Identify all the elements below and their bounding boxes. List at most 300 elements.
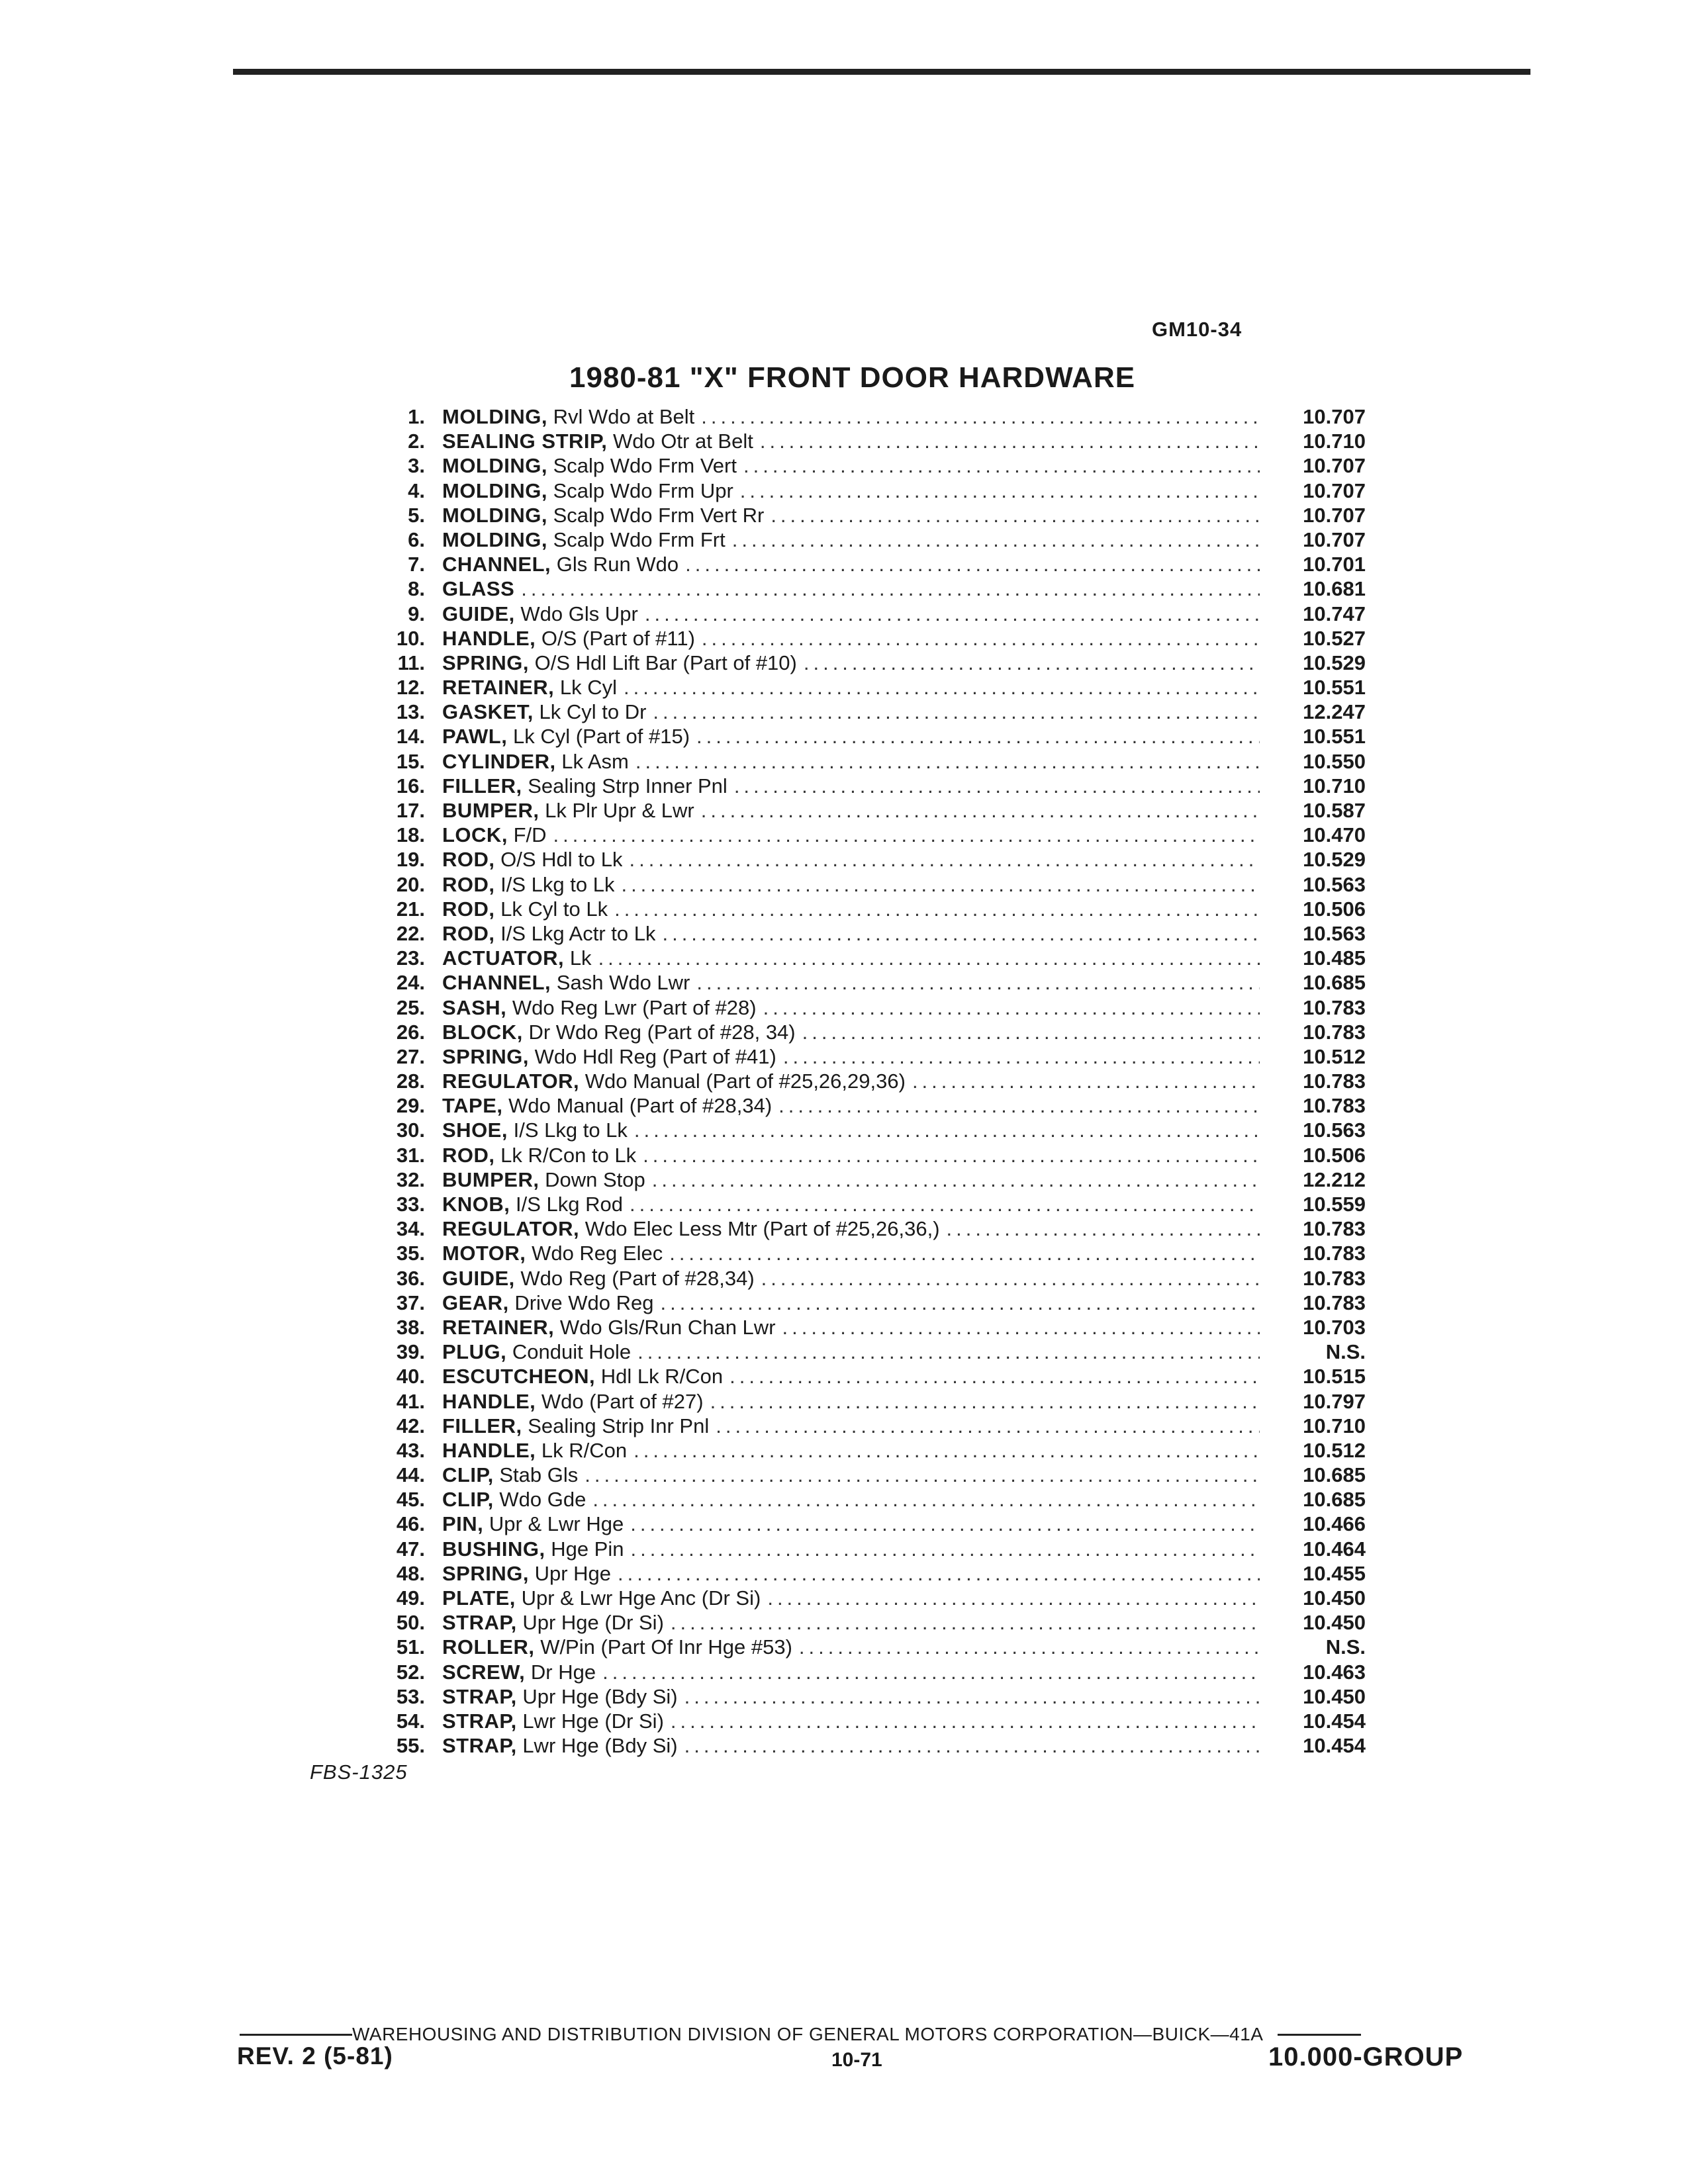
- part-number: 18.: [396, 823, 425, 847]
- part-name: STRAP,: [442, 1734, 517, 1758]
- part-name: ESCUTCHEON,: [442, 1365, 596, 1388]
- part-reference: 10.710: [1303, 774, 1366, 797]
- part-detail: Lk Plr Upr & Lwr: [545, 799, 694, 822]
- part-detail: Upr & Lwr Hge Anc (Dr Si): [521, 1586, 761, 1610]
- part-number: 44.: [396, 1463, 425, 1487]
- part-name: GLASS: [442, 577, 515, 601]
- dot-leader: [643, 1144, 1260, 1167]
- dot-leader: [652, 1168, 1260, 1192]
- part-description: [442, 1488, 586, 1512]
- part-name: HANDLE,: [442, 1438, 536, 1462]
- part-description: [442, 405, 694, 429]
- part-row: [351, 1661, 1383, 1685]
- part-detail: Down Stop: [545, 1167, 645, 1191]
- group-label: 10.000-GROUP: [1268, 2042, 1464, 2071]
- part-number: 14.: [396, 725, 425, 749]
- part-row: [351, 1069, 1383, 1094]
- dot-leader: [696, 971, 1260, 995]
- dot-leader: [763, 996, 1260, 1020]
- part-description: [442, 873, 614, 897]
- part-reference: 10.463: [1303, 1660, 1366, 1684]
- dot-leader: [633, 1439, 1260, 1463]
- part-number: 53.: [396, 1684, 425, 1708]
- part-reference: 10.681: [1303, 577, 1366, 601]
- part-number: 25.: [396, 995, 425, 1019]
- part-name: REGULATOR,: [442, 1217, 580, 1241]
- part-row: [351, 1390, 1383, 1414]
- part-row: [351, 946, 1383, 971]
- part-row: [351, 1562, 1383, 1586]
- part-reference: 10.747: [1303, 602, 1366, 625]
- part-description: [442, 774, 727, 798]
- dot-leader: [637, 1340, 1260, 1364]
- part-number: 28.: [396, 1069, 425, 1093]
- part-description: [442, 996, 757, 1020]
- part-number: 37.: [396, 1291, 425, 1314]
- dot-leader: [783, 1045, 1260, 1069]
- dot-leader: [553, 823, 1260, 847]
- part-reference: 12.212: [1303, 1167, 1366, 1191]
- part-name: TAPE,: [442, 1094, 503, 1118]
- part-detail: Sealing Strip Inr Pnl: [528, 1414, 710, 1437]
- part-reference: 10.529: [1303, 848, 1366, 872]
- part-detail: Lk Cyl (Part of #15): [513, 725, 690, 749]
- part-number: 43.: [396, 1438, 425, 1462]
- part-reference: 10.707: [1303, 454, 1366, 478]
- part-detail: Lk Cyl to Lk: [500, 897, 608, 921]
- part-number: 51.: [396, 1635, 425, 1659]
- part-name: ACTUATOR,: [442, 946, 565, 970]
- part-number: 36.: [396, 1266, 425, 1290]
- part-name: ROLLER,: [442, 1635, 535, 1659]
- part-detail: Stab Gls: [499, 1463, 579, 1487]
- part-detail: Lk Asm: [561, 749, 629, 773]
- part-row: [351, 528, 1383, 553]
- dot-leader: [804, 651, 1260, 675]
- part-name: MOLDING,: [442, 503, 547, 527]
- part-description: [442, 922, 655, 946]
- part-row: [351, 1340, 1383, 1365]
- part-row: [351, 1193, 1383, 1217]
- part-description: [442, 1144, 636, 1167]
- part-row: [351, 1217, 1383, 1242]
- part-description: [442, 725, 690, 749]
- part-description: [442, 1611, 664, 1635]
- part-reference: 10.450: [1303, 1684, 1366, 1708]
- part-reference: 10.710: [1303, 1414, 1366, 1437]
- part-reference: 10.551: [1303, 676, 1366, 700]
- part-number: 3.: [408, 454, 425, 478]
- part-number: 4.: [408, 478, 425, 502]
- dot-leader: [653, 700, 1260, 724]
- part-row: [351, 1365, 1383, 1389]
- part-number: 32.: [396, 1167, 425, 1191]
- part-name: RETAINER,: [442, 676, 555, 700]
- part-row: [351, 1537, 1383, 1562]
- part-description: [442, 1069, 906, 1093]
- part-reference: 10.707: [1303, 503, 1366, 527]
- part-reference: 10.470: [1303, 823, 1366, 847]
- part-number: 50.: [396, 1611, 425, 1635]
- part-detail: Wdo Hdl Reg (Part of #41): [534, 1044, 776, 1068]
- part-detail: Rvl Wdo at Belt: [553, 405, 695, 428]
- part-description: [442, 1365, 723, 1388]
- part-description: [442, 1537, 624, 1561]
- dot-leader: [802, 1021, 1260, 1044]
- part-reference: 10.783: [1303, 1020, 1366, 1044]
- part-name: SEALING STRIP,: [442, 430, 608, 453]
- part-row: [351, 430, 1383, 454]
- part-detail: Upr & Lwr Hge: [489, 1512, 624, 1536]
- part-detail: Scalp Wdo Frm Upr: [553, 478, 733, 502]
- dot-leader: [598, 946, 1260, 970]
- part-row: [351, 848, 1383, 872]
- part-description: [442, 848, 622, 872]
- part-name: GUIDE,: [442, 1266, 515, 1290]
- part-detail: Upr Hge (Bdy Si): [522, 1684, 678, 1708]
- dot-leader: [734, 774, 1260, 798]
- dot-leader: [661, 1291, 1260, 1315]
- part-name: MOLDING,: [442, 527, 547, 551]
- part-number: 47.: [396, 1537, 425, 1561]
- dot-leader: [614, 897, 1260, 921]
- part-row: [351, 651, 1383, 676]
- part-row: [351, 1118, 1383, 1143]
- part-reference: 10.703: [1303, 1315, 1366, 1339]
- part-number: 22.: [396, 921, 425, 945]
- dot-leader: [701, 799, 1260, 823]
- dot-leader: [685, 553, 1260, 576]
- part-number: 24.: [396, 971, 425, 995]
- part-description: [442, 627, 695, 651]
- part-number: 15.: [396, 749, 425, 773]
- part-name: RETAINER,: [442, 1315, 555, 1339]
- part-name: ROD,: [442, 1143, 495, 1167]
- part-detail: Wdo Elec Less Mtr (Part of #25,26,36,): [585, 1217, 940, 1241]
- part-detail: Drive Wdo Reg: [514, 1291, 654, 1314]
- part-description: [442, 1045, 776, 1069]
- part-detail: Wdo Reg Lwr (Part of #28): [512, 995, 757, 1019]
- part-description: [442, 897, 608, 921]
- part-description: [442, 528, 726, 552]
- dot-leader: [732, 528, 1260, 552]
- part-name: HANDLE,: [442, 1389, 536, 1413]
- part-row: [351, 897, 1383, 922]
- part-reference: 10.783: [1303, 1266, 1366, 1290]
- footer-dash-right: [1278, 2034, 1361, 2036]
- part-description: [442, 1242, 663, 1265]
- part-row: [351, 405, 1383, 430]
- part-number: 34.: [396, 1217, 425, 1241]
- part-number: 41.: [396, 1389, 425, 1413]
- part-description: [442, 1390, 704, 1414]
- part-description: [442, 1094, 772, 1118]
- part-reference: 10.454: [1303, 1709, 1366, 1733]
- part-reference: 10.506: [1303, 897, 1366, 921]
- part-row: [351, 602, 1383, 627]
- part-name: STRAP,: [442, 1709, 517, 1733]
- part-number: 11.: [397, 651, 425, 674]
- part-number: 16.: [396, 774, 425, 797]
- dot-leader: [701, 405, 1260, 429]
- part-number: 26.: [396, 1020, 425, 1044]
- part-detail: Lwr Hge (Bdy Si): [522, 1734, 678, 1758]
- part-detail: Hdl Lk R/Con: [600, 1365, 724, 1388]
- part-reference: 10.550: [1303, 749, 1366, 773]
- part-reference: N.S.: [1325, 1635, 1366, 1659]
- part-row: [351, 1586, 1383, 1611]
- part-name: BLOCK,: [442, 1020, 523, 1044]
- part-detail: Lk Cyl: [559, 676, 618, 700]
- part-reference: 10.506: [1303, 1143, 1366, 1167]
- part-description: [442, 553, 679, 576]
- part-number: 33.: [396, 1193, 425, 1216]
- dot-leader: [782, 1316, 1260, 1340]
- part-description: [442, 454, 737, 478]
- part-number: 10.: [396, 626, 425, 650]
- part-description: [442, 1193, 623, 1216]
- part-reference: 10.783: [1303, 1217, 1366, 1241]
- part-name: GEAR,: [442, 1291, 509, 1314]
- part-description: [442, 479, 733, 503]
- dot-leader: [635, 750, 1260, 774]
- part-detail: W/Pin (Part Of Inr Hge #53): [540, 1635, 792, 1659]
- part-detail: Conduit Hole: [512, 1340, 632, 1364]
- part-name: ROD,: [442, 848, 495, 872]
- part-number: 8.: [408, 577, 425, 601]
- part-row: [351, 700, 1383, 725]
- part-name: SPRING,: [442, 651, 529, 674]
- part-number: 5.: [408, 503, 425, 527]
- part-description: [442, 1340, 631, 1364]
- part-reference: 10.685: [1303, 1488, 1366, 1512]
- dot-leader: [630, 1193, 1260, 1216]
- dot-leader: [624, 676, 1260, 700]
- part-description: [442, 750, 629, 774]
- dot-leader: [740, 479, 1260, 503]
- part-reference: 10.783: [1303, 1094, 1366, 1118]
- part-number: 55.: [396, 1734, 425, 1758]
- part-number: 29.: [396, 1094, 425, 1118]
- part-name: SPRING,: [442, 1561, 529, 1585]
- part-reference: 10.587: [1303, 799, 1366, 822]
- part-name: STRAP,: [442, 1684, 517, 1708]
- dot-leader: [521, 577, 1260, 601]
- part-row: [351, 504, 1383, 528]
- dot-leader: [669, 1242, 1260, 1265]
- part-description: [442, 1217, 940, 1241]
- dot-leader: [710, 1390, 1260, 1414]
- dot-leader: [729, 1365, 1260, 1388]
- part-description: [442, 1414, 709, 1438]
- part-detail: O/S (Part of #11): [541, 626, 695, 650]
- part-detail: Scalp Wdo Frm Vert: [553, 454, 737, 478]
- part-reference: 10.710: [1303, 430, 1366, 453]
- part-description: [442, 676, 617, 700]
- part-number: 31.: [396, 1143, 425, 1167]
- part-row: [351, 1144, 1383, 1168]
- part-row: [351, 1414, 1383, 1439]
- part-row: [351, 823, 1383, 848]
- part-detail: F/D: [513, 823, 547, 847]
- part-number: 20.: [396, 872, 425, 896]
- part-name: ROD,: [442, 921, 495, 945]
- part-detail: Lk R/Con to Lk: [500, 1143, 637, 1167]
- part-row: [351, 922, 1383, 946]
- dot-leader: [671, 1709, 1260, 1733]
- part-detail: I/S Lkg to Lk: [513, 1118, 628, 1142]
- part-number: 52.: [396, 1660, 425, 1684]
- part-detail: Scalp Wdo Frm Vert Rr: [553, 503, 765, 527]
- part-detail: Upr Hge (Dr Si): [522, 1611, 664, 1635]
- dot-leader: [631, 1537, 1260, 1561]
- footer-dash-left: [240, 2034, 352, 2036]
- part-name: LOCK,: [442, 823, 508, 847]
- dot-leader: [621, 873, 1260, 897]
- part-name: FILLER,: [442, 774, 522, 797]
- part-number: 42.: [396, 1414, 425, 1437]
- part-row: [351, 873, 1383, 897]
- part-description: [442, 1463, 578, 1487]
- part-number: 1.: [408, 405, 425, 428]
- part-row: [351, 1267, 1383, 1291]
- part-row: [351, 577, 1383, 602]
- footer-division-text: WAREHOUSING AND DISTRIBUTION DIVISION OF GENERAL MOTORS CORPORATION—BUICK—41A: [352, 2024, 1264, 2044]
- part-row: [351, 1045, 1383, 1069]
- part-row: [351, 1439, 1383, 1463]
- part-reference: 10.707: [1303, 478, 1366, 502]
- part-name: STRAP,: [442, 1611, 517, 1635]
- part-row: [351, 1021, 1383, 1045]
- part-detail: Dr Wdo Reg (Part of #28, 34): [528, 1020, 796, 1044]
- dot-leader: [716, 1414, 1260, 1438]
- dot-leader: [767, 1586, 1260, 1610]
- part-row: [351, 454, 1383, 478]
- part-detail: Lk: [569, 946, 592, 970]
- dot-leader: [629, 848, 1260, 872]
- part-reference: 10.515: [1303, 1365, 1366, 1388]
- part-detail: Lk Cyl to Dr: [539, 700, 647, 724]
- dot-leader: [671, 1611, 1260, 1635]
- part-reference: 10.527: [1303, 626, 1366, 650]
- part-number: 2.: [408, 430, 425, 453]
- part-detail: Hge Pin: [551, 1537, 624, 1561]
- part-name: SASH,: [442, 995, 507, 1019]
- part-name: PLUG,: [442, 1340, 507, 1364]
- dot-leader: [947, 1217, 1260, 1241]
- part-detail: Upr Hge: [534, 1561, 612, 1585]
- part-description: [442, 946, 592, 970]
- dot-leader: [743, 454, 1260, 478]
- part-reference: 10.464: [1303, 1537, 1366, 1561]
- part-row: [351, 1611, 1383, 1635]
- part-reference: 10.685: [1303, 971, 1366, 995]
- part-description: [442, 1021, 796, 1044]
- dot-leader: [778, 1094, 1260, 1118]
- part-description: [442, 602, 638, 626]
- part-detail: Wdo Reg (Part of #28,34): [520, 1266, 755, 1290]
- part-row: [351, 799, 1383, 823]
- part-row: [351, 774, 1383, 799]
- part-reference: 10.512: [1303, 1044, 1366, 1068]
- part-name: GASKET,: [442, 700, 534, 724]
- part-detail: Sash Wdo Lwr: [556, 971, 690, 995]
- part-row: [351, 1168, 1383, 1193]
- part-detail: Wdo Gls/Run Chan Lwr: [559, 1315, 776, 1339]
- part-description: [442, 1316, 776, 1340]
- part-description: [442, 1168, 645, 1192]
- part-reference: 10.707: [1303, 527, 1366, 551]
- part-reference: 10.466: [1303, 1512, 1366, 1536]
- dot-leader: [684, 1734, 1260, 1758]
- part-row: [351, 1094, 1383, 1118]
- part-description: [442, 504, 764, 527]
- part-detail: Dr Hge: [530, 1660, 596, 1684]
- part-row: [351, 725, 1383, 749]
- part-reference: 10.450: [1303, 1611, 1366, 1635]
- part-name: MOTOR,: [442, 1242, 526, 1265]
- part-detail: Scalp Wdo Frm Frt: [553, 527, 726, 551]
- part-reference: 10.563: [1303, 872, 1366, 896]
- part-name: GUIDE,: [442, 602, 515, 625]
- part-description: [442, 799, 694, 823]
- dot-leader: [761, 1267, 1260, 1291]
- part-row: [351, 1291, 1383, 1316]
- part-reference: 10.485: [1303, 946, 1366, 970]
- part-reference: 10.512: [1303, 1438, 1366, 1462]
- dot-leader: [696, 725, 1260, 749]
- part-name: KNOB,: [442, 1193, 510, 1216]
- part-reference: 10.797: [1303, 1389, 1366, 1413]
- part-row: [351, 1685, 1383, 1709]
- part-number: 45.: [396, 1488, 425, 1512]
- part-number: 12.: [396, 676, 425, 700]
- part-detail: Wdo Manual (Part of #25,26,29,36): [585, 1069, 906, 1093]
- part-name: BUMPER,: [442, 1167, 539, 1191]
- dot-leader: [912, 1069, 1260, 1093]
- part-number: 27.: [396, 1044, 425, 1068]
- part-detail: I/S Lkg Actr to Lk: [500, 921, 656, 945]
- part-reference: 10.563: [1303, 1118, 1366, 1142]
- figure-code: FBS-1325: [310, 1760, 408, 1784]
- revision-label: REV. 2 (5-81): [237, 2042, 393, 2070]
- part-name: CYLINDER,: [442, 749, 556, 773]
- dot-leader: [602, 1661, 1260, 1684]
- part-number: 39.: [396, 1340, 425, 1364]
- part-name: CLIP,: [442, 1463, 494, 1487]
- part-detail: Lk R/Con: [541, 1438, 628, 1462]
- part-row: [351, 1488, 1383, 1512]
- part-reference: 10.783: [1303, 1069, 1366, 1093]
- part-name: MOLDING,: [442, 405, 547, 428]
- part-name: SHOE,: [442, 1118, 508, 1142]
- part-detail: Wdo Manual (Part of #28,34): [508, 1094, 773, 1118]
- part-number: 21.: [396, 897, 425, 921]
- part-reference: 12.247: [1303, 700, 1366, 724]
- part-reference: 10.551: [1303, 725, 1366, 749]
- part-number: 54.: [396, 1709, 425, 1733]
- parts-list: [351, 405, 1383, 1758]
- part-name: BUMPER,: [442, 799, 539, 822]
- part-name: CHANNEL,: [442, 971, 551, 995]
- part-description: [442, 1661, 596, 1684]
- dot-leader: [799, 1635, 1260, 1659]
- part-reference: 10.450: [1303, 1586, 1366, 1610]
- part-name: ROD,: [442, 897, 495, 921]
- dot-leader: [702, 627, 1260, 651]
- dot-leader: [592, 1488, 1260, 1512]
- part-description: [442, 1562, 611, 1586]
